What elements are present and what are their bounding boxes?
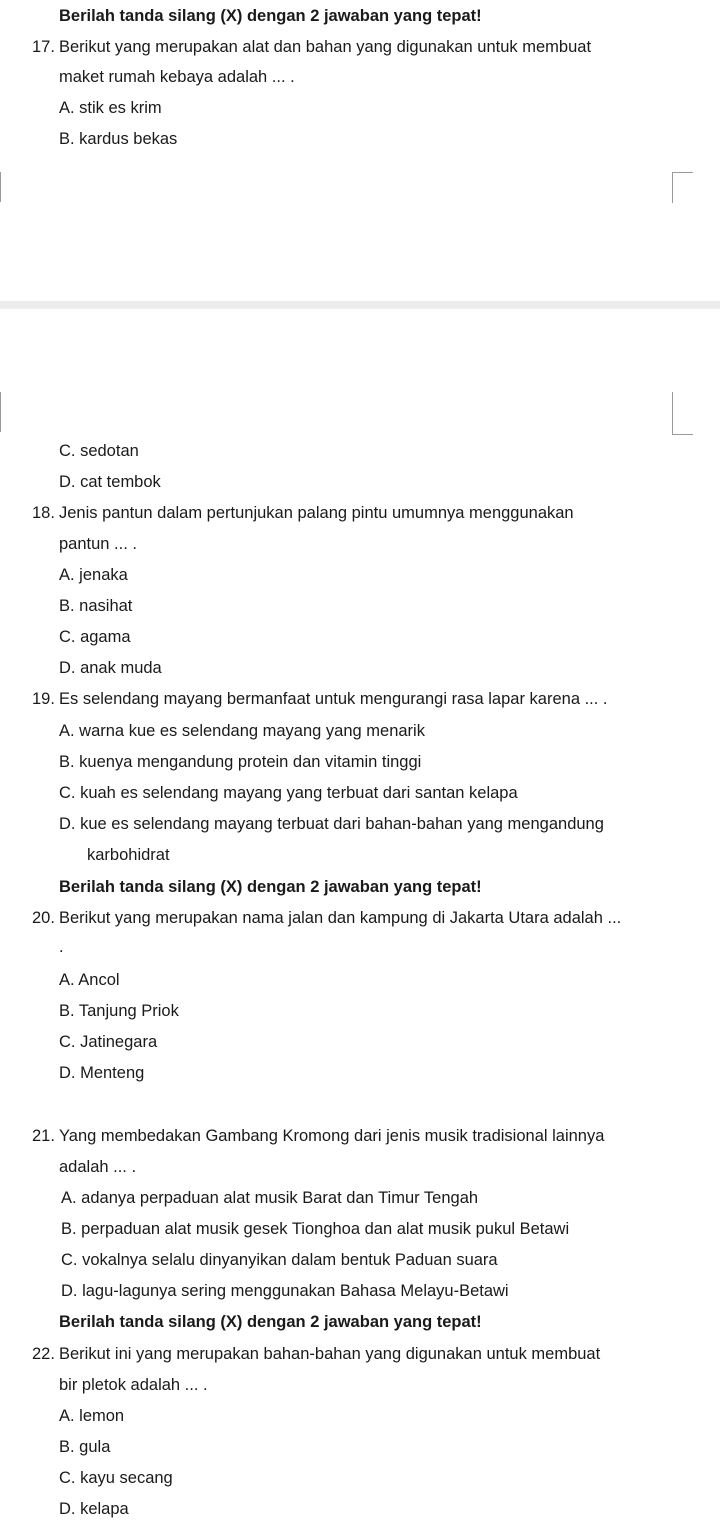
question-20-text: Berikut yang merupakan nama jalan dan kampung di Jakarta Utara adalah ... [59, 909, 622, 927]
question-number: 20. [32, 909, 55, 927]
option-20d[interactable]: D. Menteng [59, 1064, 145, 1082]
question-18-text: Jenis pantun dalam pertunjukan palang pintu umumnya menggunakan [59, 504, 574, 522]
question-22-text: Berikut ini yang merupakan bahan-bahan yang digunakan untuk membuat [59, 1345, 601, 1363]
option-18c[interactable]: C. agama [59, 628, 131, 646]
option-18d[interactable]: D. anak muda [59, 659, 162, 677]
option-21a[interactable]: A. adanya perpaduan alat musik Barat dan Timur Tengah [61, 1189, 479, 1207]
question-number: 19. [32, 690, 55, 708]
question-number: 18. [32, 504, 55, 522]
page-edge-mark [0, 172, 1, 202]
option-22a[interactable]: A. lemon [59, 1407, 125, 1425]
option-17a[interactable]: A. stik es krim [59, 99, 162, 117]
question-18-text-cont: pantun ... . [59, 535, 137, 553]
option-21c[interactable]: C. vokalnya selalu dinyanyikan dalam bentuk Paduan suara [61, 1251, 498, 1269]
option-17d[interactable]: D. cat tembok [59, 473, 161, 491]
option-18b[interactable]: B. nasihat [59, 597, 133, 615]
option-19a[interactable]: A. warna kue es selendang mayang yang menarik [59, 722, 425, 740]
question-number: 22. [32, 1345, 55, 1363]
question-19-text: Es selendang mayang bermanfaat untuk mengurangi rasa lapar karena ... . [59, 690, 608, 708]
question-21-text: Yang membedakan Gambang Kromong dari jenis musik tradisional lainnya [59, 1127, 605, 1145]
option-21b[interactable]: B. perpaduan alat musik gesek Tionghoa dan alat musik pukul Betawi [61, 1220, 570, 1238]
question-22-text-cont: bir pletok adalah ... . [59, 1376, 208, 1394]
option-19d[interactable]: D. kue es selendang mayang terbuat dari bahan-bahan yang mengandung [59, 815, 604, 833]
question-17-text: Berikut yang merupakan alat dan bahan yang digunakan untuk membuat [59, 38, 592, 56]
option-19b[interactable]: B. kuenya mengandung protein dan vitamin tinggi [59, 753, 422, 771]
instruction-heading: Berilah tanda silang (X) dengan 2 jawaban yang tepat! [59, 878, 482, 896]
option-17c[interactable]: C. sedotan [59, 442, 139, 460]
option-19d-cont: karbohidrat [87, 846, 170, 864]
question-21-text-cont: adalah ... . [59, 1158, 137, 1176]
option-20c[interactable]: C. Jatinegara [59, 1033, 158, 1051]
instruction-heading: Berilah tanda silang (X) dengan 2 jawaban yang tepat! [59, 1313, 482, 1331]
page-corner-mark [672, 392, 693, 435]
question-20-text-cont: . [59, 938, 64, 956]
option-17b[interactable]: B. kardus bekas [59, 130, 178, 148]
page-edge-mark [0, 392, 1, 432]
option-22c[interactable]: C. kayu secang [59, 1469, 173, 1487]
option-20a[interactable]: A. Ancol [59, 971, 120, 989]
question-number: 21. [32, 1127, 55, 1145]
page-divider [0, 301, 720, 309]
question-number: 17. [32, 38, 55, 56]
question-17-text-cont: maket rumah kebaya adalah ... . [59, 68, 295, 86]
option-20b[interactable]: B. Tanjung Priok [59, 1002, 179, 1020]
option-22b[interactable]: B. gula [59, 1438, 111, 1456]
option-21d[interactable]: D. lagu-lagunya sering menggunakan Bahasa Melayu-Betawi [61, 1282, 509, 1300]
page-corner-mark [672, 172, 693, 203]
option-22d[interactable]: D. kelapa [59, 1500, 129, 1518]
option-19c[interactable]: C. kuah es selendang mayang yang terbuat dari santan kelapa [59, 784, 518, 802]
option-18a[interactable]: A. jenaka [59, 566, 128, 584]
instruction-heading: Berilah tanda silang (X) dengan 2 jawaban yang tepat! [59, 7, 482, 25]
